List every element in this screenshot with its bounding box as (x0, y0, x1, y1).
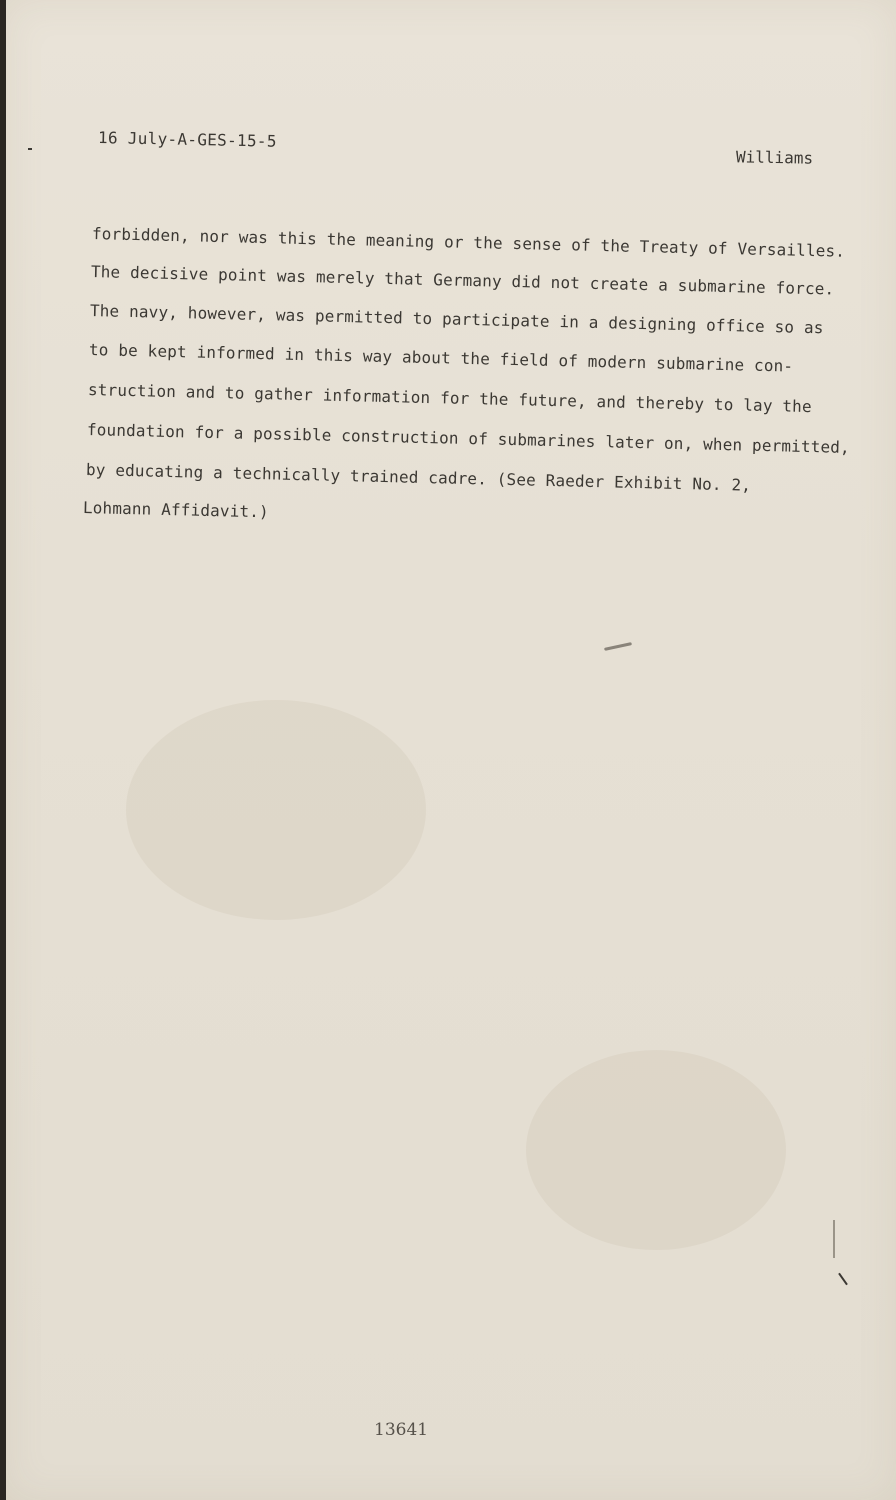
body-line: The navy, however, was permitted to participate in a designing office so as (89, 301, 824, 338)
speaker-name: Williams (735, 147, 814, 168)
page-number: 13641 (374, 1420, 429, 1440)
body-line: by educating a technically trained cadre. (See Raeder Exhibit No. 2, (85, 460, 752, 495)
margin-dot (28, 148, 32, 150)
margin-mark (833, 1220, 835, 1258)
document-page (6, 0, 896, 1500)
body-line: struction and to gather information for the future, and thereby to lay the (87, 380, 812, 417)
body-line: The decisive point was merely that Germany did not create a submarine force. (90, 262, 835, 299)
margin-tick (838, 1273, 848, 1286)
body-line: Lohmann Affidavit.) (82, 498, 270, 522)
ink-smudge (604, 642, 632, 651)
body-line: to be kept informed in this way about the field of modern submarine con- (88, 340, 794, 376)
paper-stain (526, 1050, 786, 1250)
document-reference: 16 July-A-GES-15-5 (97, 128, 277, 151)
body-line: forbidden, nor was this the meaning or the sense of the Treaty of Versailles. (91, 224, 846, 261)
body-line: foundation for a possible construction of submarines later on, when permitted, (86, 420, 851, 457)
paper-stain (126, 700, 426, 920)
